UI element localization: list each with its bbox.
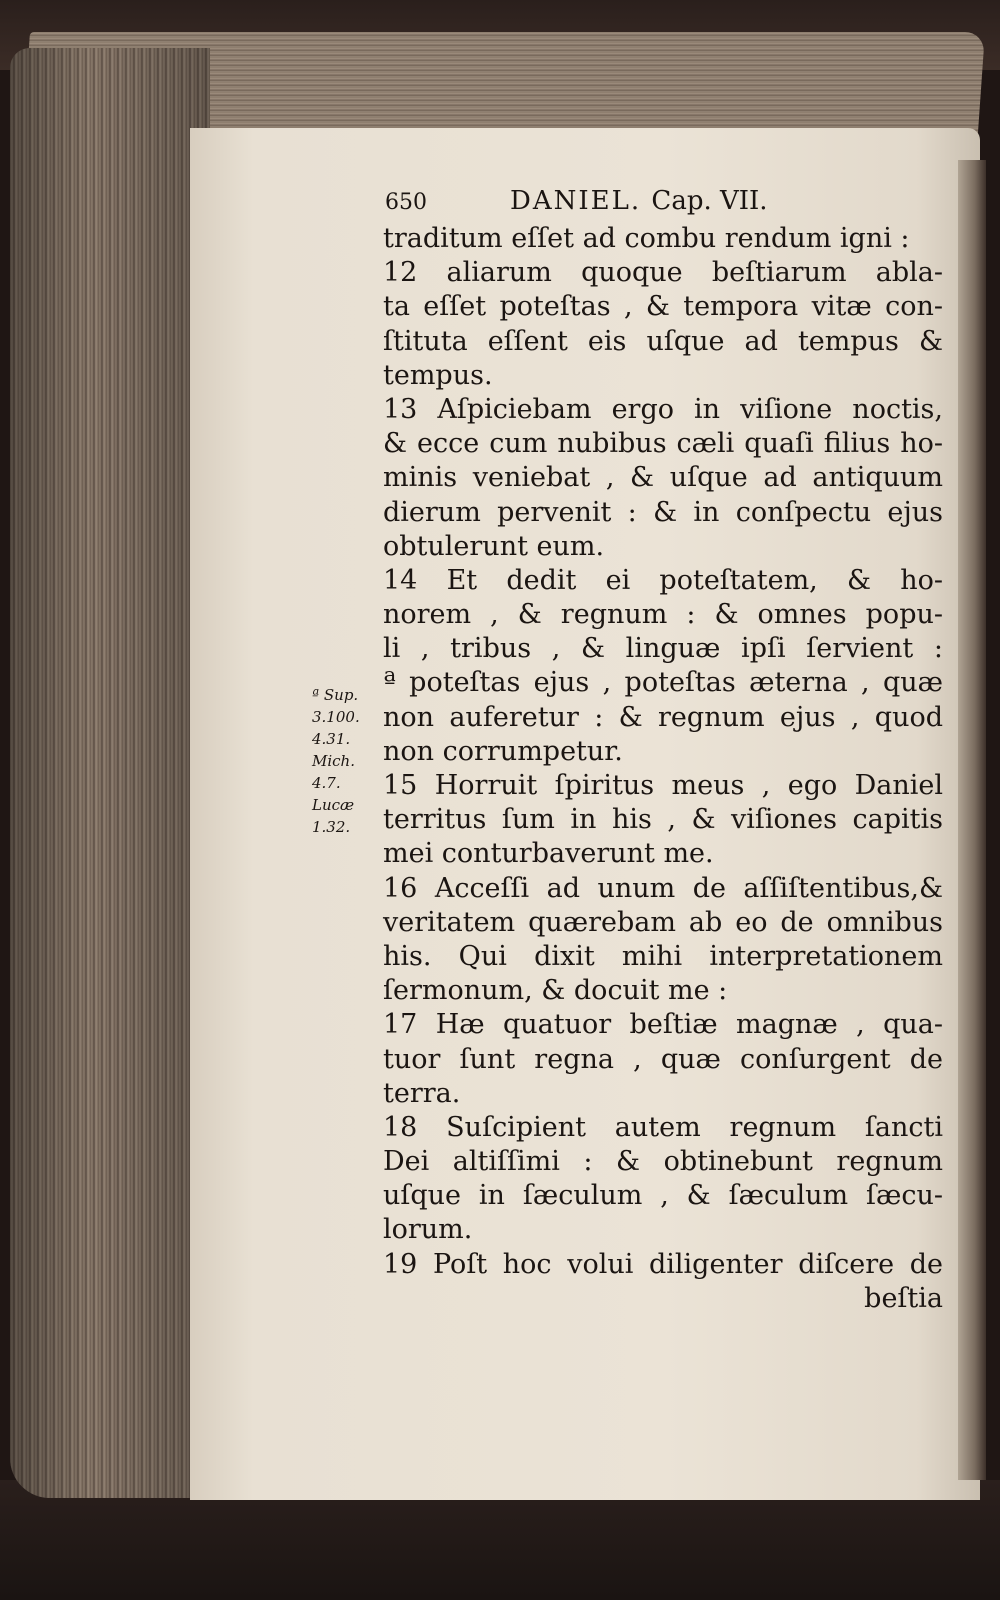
running-title [510, 186, 768, 216]
margin-note-line: 1.32. [312, 818, 351, 836]
text-line: terra. [383, 1077, 461, 1109]
chapter-label: Cap. VII. [651, 186, 768, 216]
margin-note-line: Lucæ [312, 796, 355, 814]
body-text [383, 222, 943, 1316]
margin-note-line: ª Sup. [312, 686, 359, 704]
text-line: Dei altiſſimi : & obtinebunt regnum [383, 1146, 943, 1178]
text-line: li , tribus , & linguæ ipſi ſervient : [383, 633, 943, 665]
page-gutter [958, 160, 986, 1480]
text-line: ta eſſet poteſtas , & tempora vitæ con- [383, 291, 943, 323]
text-line: 17 Hæ quatuor beſtiæ magnæ , qua- [383, 1009, 943, 1041]
text-line: non corrumpetur. [383, 735, 623, 767]
margin-note-line: 4.7. [312, 774, 341, 792]
text-line: lorum. [383, 1214, 473, 1246]
text-line: ſermonum, & docuit me : [383, 975, 728, 1007]
text-line: territus ſum in his , & viſiones capitis [383, 804, 943, 836]
margin-note-line: Mich. [312, 752, 355, 770]
text-line: mei conturbaverunt me. [383, 838, 714, 870]
book-edge-shading [10, 48, 210, 1498]
text-line: 15 Horruit ſpiritus meus , ego Daniel [383, 770, 943, 801]
text-line: his. Qui dixit mihi interpretationem [383, 940, 943, 972]
text-line: veritatem quærebam ab eo de omnibus [383, 906, 943, 938]
book-title: DANIEL. [510, 186, 642, 216]
text-line: beſtia [864, 1282, 943, 1314]
margin-note-line: 4.31. [312, 730, 351, 748]
text-line: tuor ſunt regna , quæ conſurgent de [383, 1043, 943, 1075]
text-line: traditum eſſet ad combu rendum igni : [383, 223, 910, 254]
text-line: tempus. [383, 359, 493, 391]
text-line: 14 Et dedit ei poteſtatem, & ho- [383, 564, 943, 596]
running-head [385, 186, 945, 226]
text-line: non auferetur : & regnum ejus , quod [383, 701, 943, 733]
margin-reference [312, 684, 376, 838]
text-line: ſtituta eſſent eis uſque ad tempus & [383, 325, 943, 357]
text-line: uſque in ſæculum , & ſæculum ſæcu- [383, 1180, 943, 1212]
text-line: 16 Acceſſi ad unum de aſſiſtentibus,& [383, 872, 943, 904]
text-line: minis veniebat , & uſque ad antiquum [383, 462, 943, 494]
text-line: ª poteſtas ejus , poteſtas æterna , quæ [383, 667, 943, 699]
text-line: 12 aliarum quoque beſtiarum abla- [383, 257, 943, 289]
text-line: dierum pervenit : & in conſpectu ejus [383, 496, 943, 528]
margin-note-line: 3.100. [312, 708, 360, 726]
page-number: 650 [385, 190, 427, 215]
text-line: 13 Aſpiciebam ergo in viſione noctis, [383, 393, 943, 425]
text-line: obtulerunt eum. [383, 530, 605, 562]
text-line: 19 Poſt hoc volui diligenter diſcere de [383, 1248, 943, 1280]
text-line: & ecce cum nubibus cæli quaſi filius ho- [383, 428, 943, 460]
text-line: 18 Suſcipient autem regnum ſancti [383, 1111, 943, 1143]
text-line: norem , & regnum : & omnes popu- [383, 599, 943, 631]
